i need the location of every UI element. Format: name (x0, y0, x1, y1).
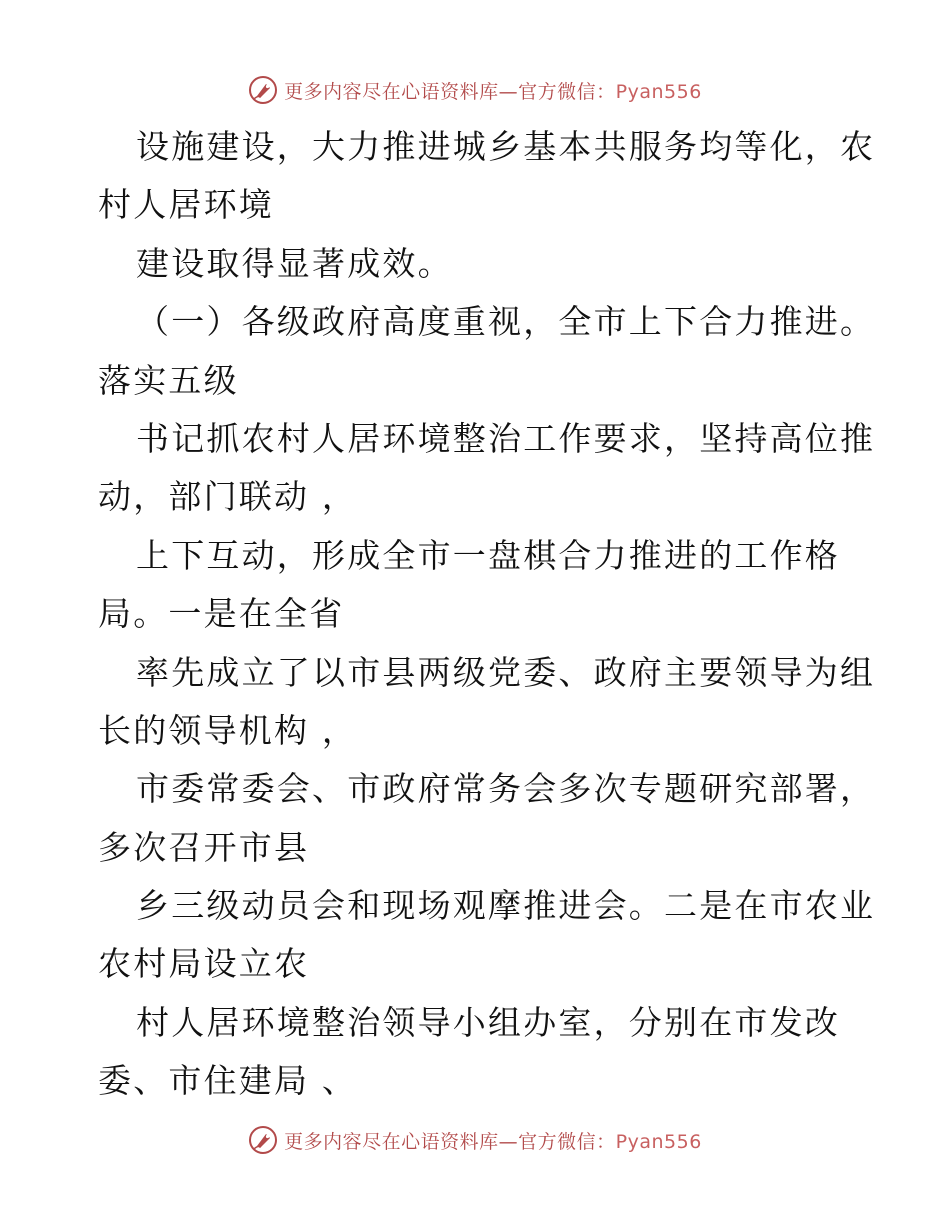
body-line: 乡三级动员会和现场观摩推进会。二是在市农业 (136, 886, 876, 926)
body-line: 村人居环境 (98, 185, 274, 225)
body-line: 村人居环境整治领导小组办室，分别在市发改 (136, 1002, 840, 1042)
body-line: 农村局设立农 (98, 944, 310, 984)
watermark-text: 更多内容尽在心语资料库—官方微信：Pyan556 (284, 80, 702, 103)
body-line: 率先成立了以市县两级党委、政府主要领导为组 (136, 652, 876, 692)
body-line: 委、市住建局 、 (98, 1061, 358, 1101)
footer-watermark (0, 1120, 950, 1160)
watermark-contact: Pyan556 (615, 1130, 702, 1153)
pen-nib-logo-icon (248, 75, 278, 105)
body-line: 局。一是在全省 (98, 594, 345, 634)
body-line: 上下互动，形成全市一盘棋合力推进的工作格 (136, 535, 840, 575)
body-line: 设施建设，大力推进城乡基本共服务均等化，农 (136, 127, 876, 166)
body-line: 长的领导机构 ， (98, 710, 358, 750)
body-line: （一）各级政府高度重视，全市上下合力推进。 (136, 302, 876, 342)
body-line: 动，部门联动 ， (98, 477, 358, 517)
body-line: 落实五级 (98, 360, 239, 400)
body-line: 建设取得显著成效。 (136, 243, 453, 283)
body-line: 书记抓农村人居环境整治工作要求，坚持高位推 (136, 418, 876, 458)
header-watermark (0, 70, 950, 110)
watermark-text: 更多内容尽在心语资料库—官方微信：Pyan556 (284, 1130, 702, 1153)
body-line: 多次召开市县 (98, 827, 310, 867)
body-line: 市委常委会、市政府常务会多次专题研究部署， (136, 769, 876, 809)
watermark-contact: Pyan556 (615, 80, 702, 103)
document-body (98, 118, 876, 1111)
pen-nib-logo-icon (248, 1125, 278, 1155)
